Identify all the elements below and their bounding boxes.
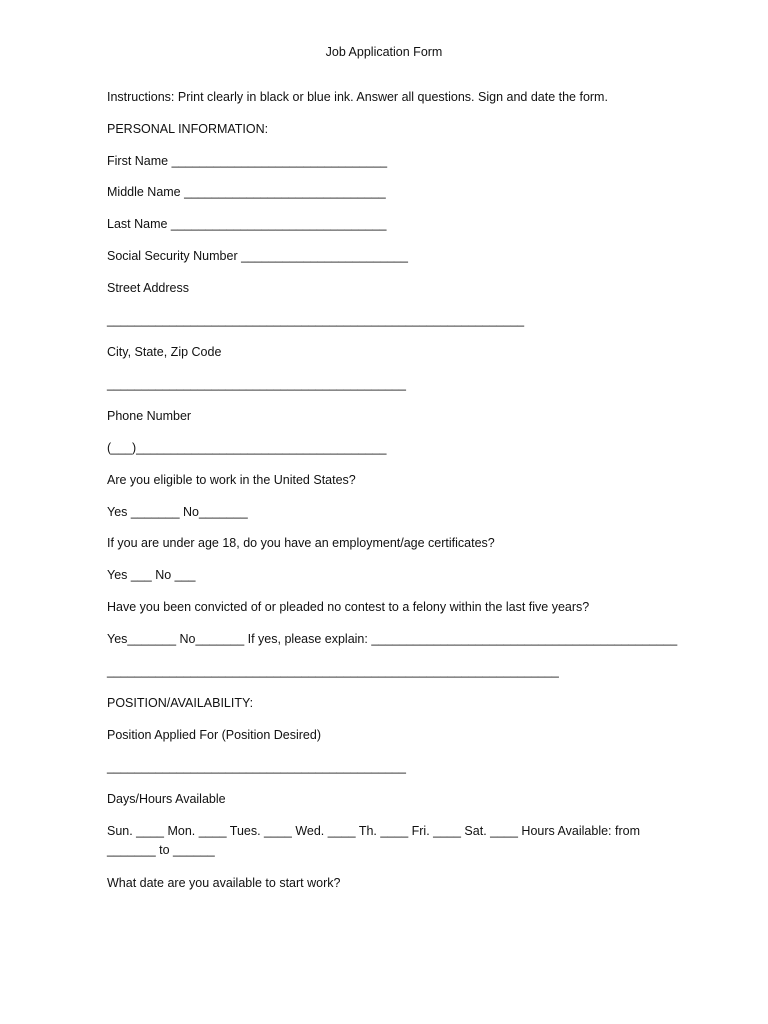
position-applied-field[interactable]: ___________________________________________ [107, 760, 406, 774]
felony-answer[interactable]: Yes_______ No_______ If yes, please explain: ____________________________________________ [107, 632, 678, 646]
street-address-field[interactable]: ____________________________________________________________ [107, 313, 525, 327]
street-address-label: Street Address [107, 281, 189, 295]
instructions-text: Instructions: Print clearly in black or blue ink. Answer all questions. Sign and date the form. [107, 90, 608, 104]
work-eligibility-question: Are you eligible to work in the United States? [107, 473, 356, 487]
felony-question: Have you been convicted of or pleaded no contest to a felony within the last five years? [107, 600, 590, 614]
felony-explanation-field[interactable]: _________________________________________________________________ [107, 664, 559, 678]
position-availability-heading: POSITION/AVAILABILITY: [107, 696, 254, 710]
personal-information-heading: PERSONAL INFORMATION: [107, 122, 269, 136]
age-certificate-answer[interactable]: Yes ___ No ___ [107, 568, 196, 582]
form-title: Job Application Form [325, 45, 443, 59]
phone-number-label: Phone Number [107, 409, 192, 423]
work-eligibility-answer[interactable]: Yes _______ No_______ [107, 505, 248, 519]
days-hours-label: Days/Hours Available [107, 792, 226, 806]
middle-name-field[interactable]: Middle Name _____________________________ [107, 185, 386, 199]
days-hours-field-line-1[interactable]: Sun. ____ Mon. ____ Tues. ____ Wed. ____ Th. ____ Fri. ____ Sat. ____ Hours Available: from [107, 824, 640, 838]
first-name-field[interactable]: First Name _______________________________ [107, 154, 388, 168]
last-name-field[interactable]: Last Name _______________________________ [107, 217, 387, 231]
position-applied-label: Position Applied For (Position Desired) [107, 728, 321, 742]
start-date-question: What date are you available to start work? [107, 876, 341, 890]
phone-number-field[interactable]: (___)____________________________________ [107, 441, 387, 455]
age-certificate-question: If you are under age 18, do you have an employment/age certificates? [107, 536, 495, 550]
city-state-zip-field[interactable]: ___________________________________________ [107, 377, 406, 391]
social-security-field[interactable]: Social Security Number ________________________ [107, 249, 408, 263]
days-hours-field-line-2[interactable]: _______ to ______ [107, 843, 215, 857]
city-state-zip-label: City, State, Zip Code [107, 345, 222, 359]
